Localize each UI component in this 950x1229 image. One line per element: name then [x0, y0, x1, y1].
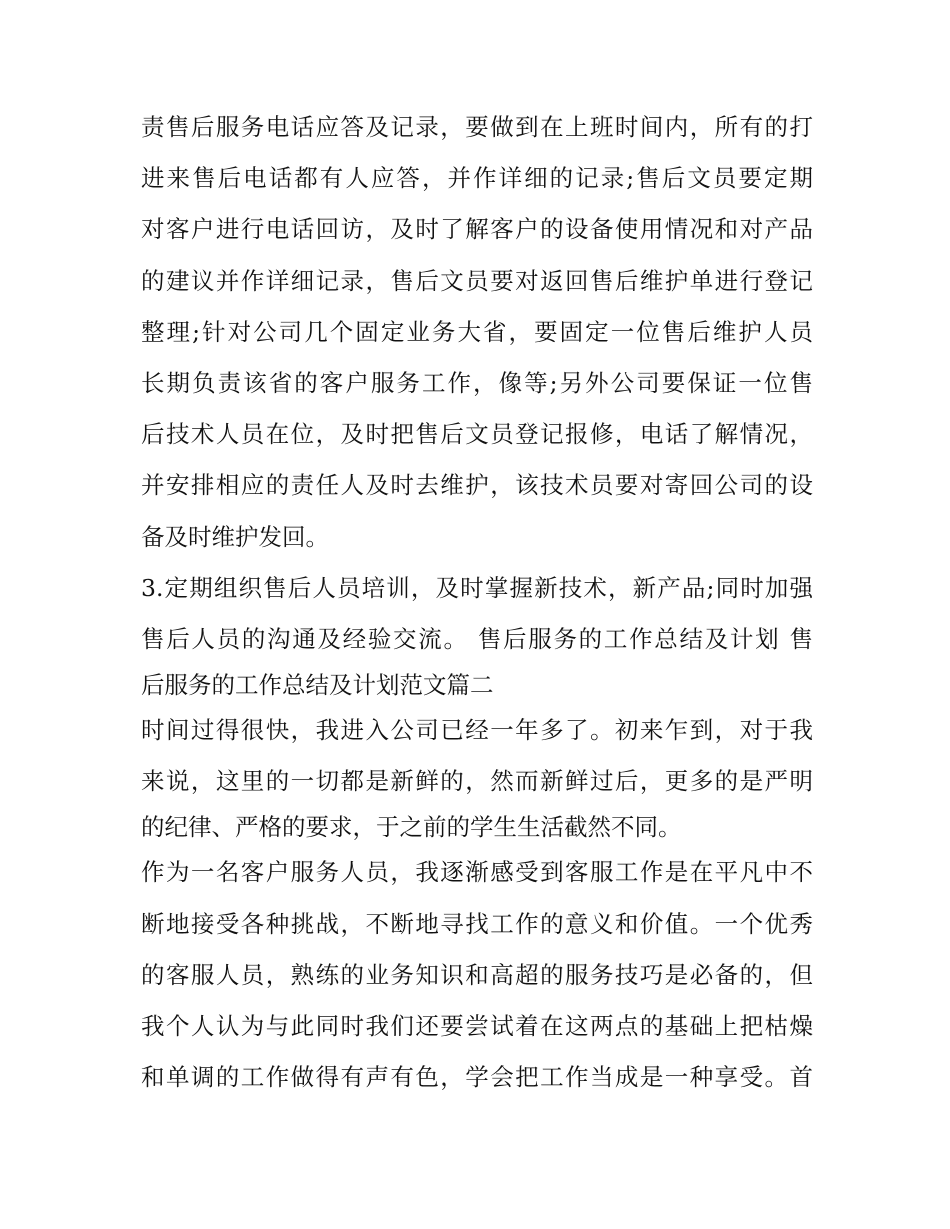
text-line: 责售后服务电话应答及记录，要做到在上班时间内，所有的打 [141, 113, 813, 141]
text-line: 对客户进行电话回访，及时了解客户的设备使用情况和对产品 [141, 215, 813, 244]
text-line: 的纪律、严格的要求，于之前的学生生活截然不同。 [141, 813, 682, 842]
text-line: 时间过得很快，我进入公司已经一年多了。初来乍到，对于我 [141, 716, 813, 745]
text-line: 后服务的工作总结及计划范文篇二 [141, 671, 494, 700]
text-line: 长期负责该省的客户服务工作，像等;另外公司要保证一位售 [141, 368, 813, 397]
text-line: 的建议并作详细记录，售后文员要对返回售后维护单进行登记 [141, 266, 813, 295]
text-line: 并安排相应的责任人及时去维护，该技术员要对寄回公司的设 [141, 471, 813, 500]
text-line: 3.定期组织售后人员培训，及时掌握新技术，新产品;同时加强 [141, 573, 813, 602]
text-line: 后技术人员在位，及时把售后文员登记报修，电话了解情况， [141, 420, 813, 449]
text-line: 进来售后电话都有人应答，并作详细的记录;售后文员要定期 [141, 164, 813, 193]
body-text [141, 102, 813, 1103]
text-line: 作为一名客户服务人员，我逐渐感受到客服工作是在平凡中不 [141, 858, 813, 887]
text-line: 备及时维护发回。 [141, 522, 329, 551]
text-line: 的客服人员，熟练的业务知识和高超的服务技巧是必备的，但 [141, 960, 813, 989]
text-line: 我个人认为与此同时我们还要尝试着在这两点的基础上把枯燥 [141, 1012, 813, 1040]
text-line: 断地接受各种挑战，不断地寻找工作的意义和价值。一个优秀 [141, 909, 813, 938]
text-line: 售后人员的沟通及经验交流。 售后服务的工作总结及计划 售 [141, 624, 813, 653]
text-line: 整理;针对公司几个固定业务大省，要固定一位售后维护人员 [141, 317, 813, 346]
text-line: 和单调的工作做得有声有色，学会把工作当成是一种享受。首 [141, 1063, 813, 1092]
text-line: 来说，这里的一切都是新鲜的，然而新鲜过后，更多的是严明 [141, 767, 813, 796]
